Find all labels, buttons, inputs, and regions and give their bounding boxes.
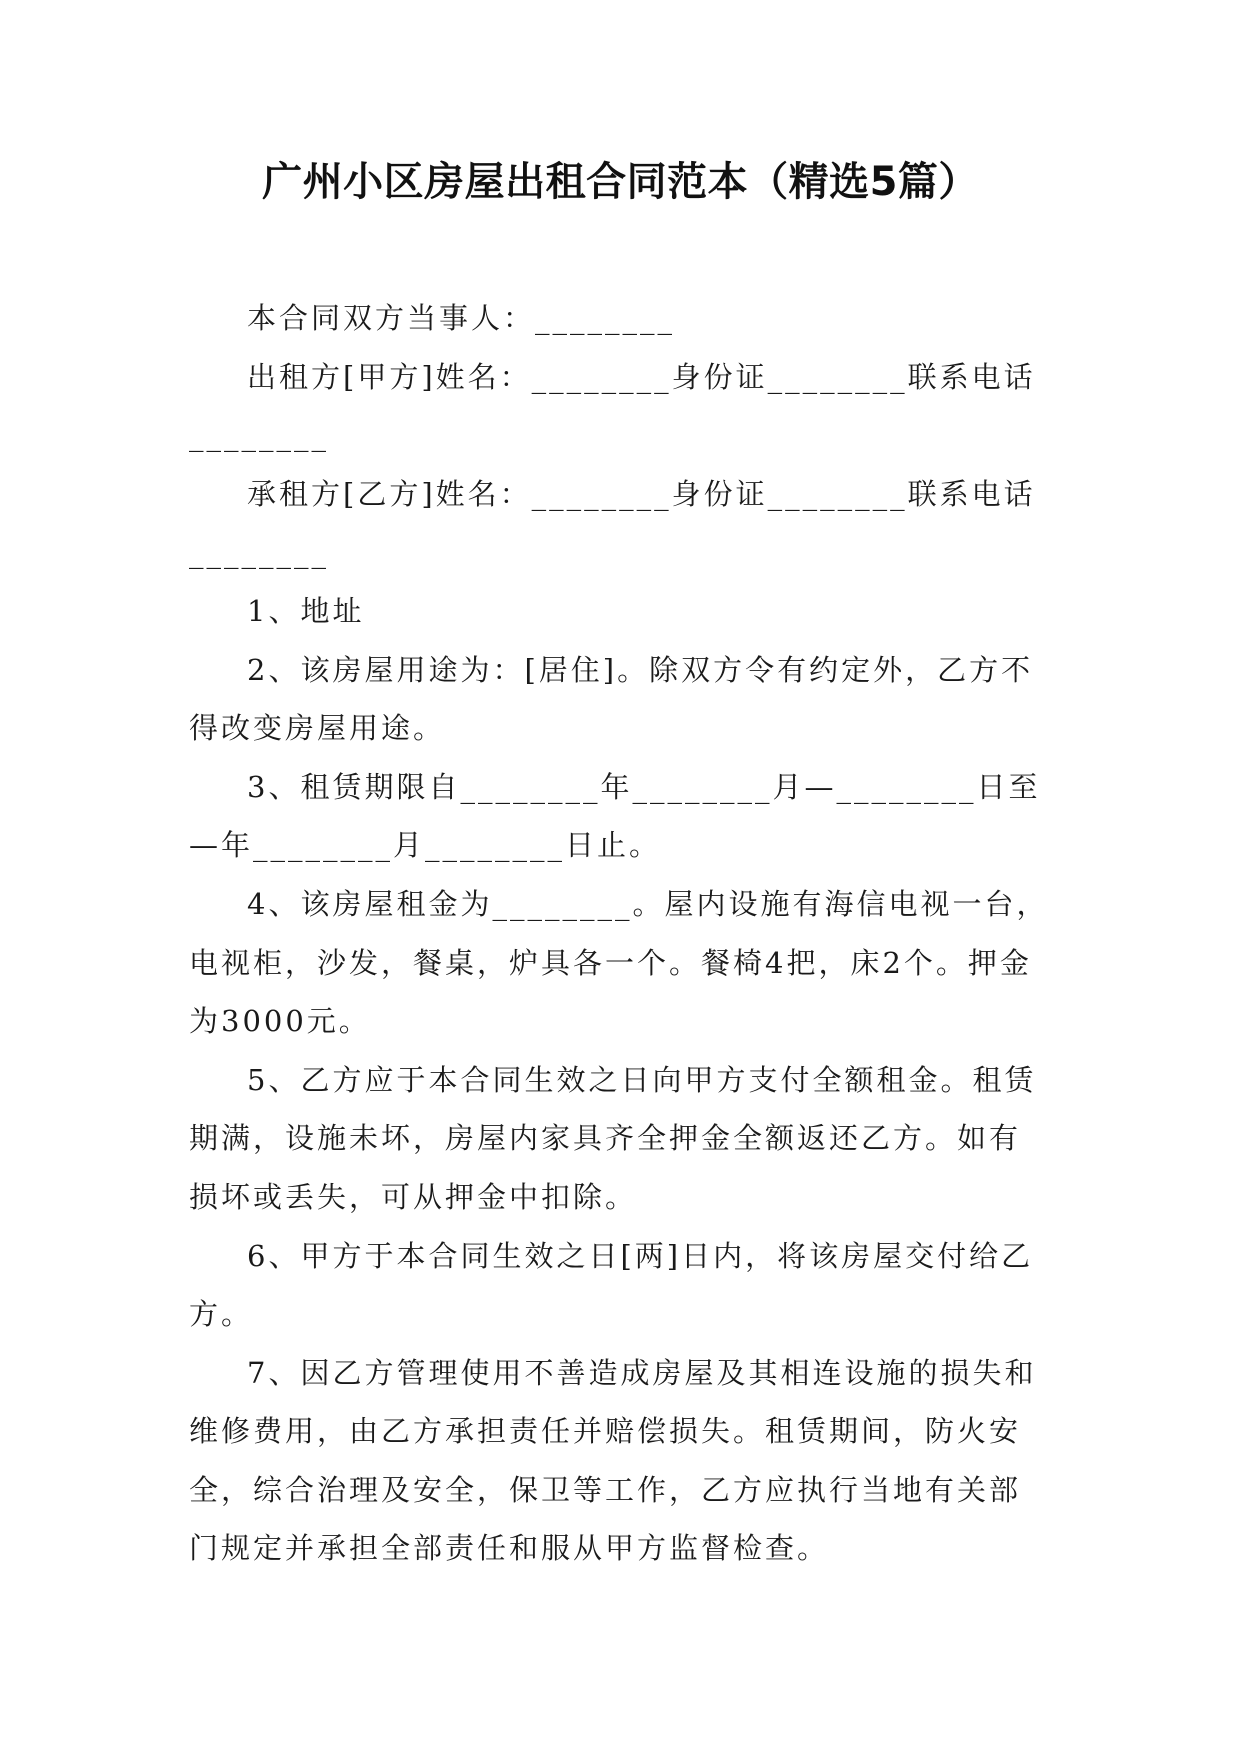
clause-payment: 5、乙方应于本合同生效之日向甲方支付全额租金。租赁期满，设施未坏，房屋内家具齐全押金全额返还乙方。如有损坏或丢失，可从押金中扣除。 [189,1062,1037,1214]
document-title: 广州小区房屋出租合同范本（精选5篇） [262,159,979,205]
document-body [189,289,1051,1578]
clause-term: 3、租赁期限自________年________月—________日至—年________月________日止。 [189,769,1041,863]
clause-delivery: 6、甲方于本合同生效之日[两]日内，将该房屋交付给乙方。 [189,1238,1034,1332]
lessor-paragraph: 出租方[甲方]姓名：________身份证________联系电话________ [189,359,1036,453]
clause-address: 1、地址 [247,593,365,628]
parties-paragraph: 本合同双方当事人：________ [247,301,676,335]
clause-rent: 4、该房屋租金为________。屋内设施有海信电视一台，电视柜，沙发，餐桌，炉具各一个。餐椅4把，床2个。押金为3000元。 [189,886,1049,1039]
clause-usage: 2、该房屋用途为：[居住]。除双方令有约定外，乙方不得改变房屋用途。 [189,652,1034,746]
clause-liability: 7、因乙方管理使用不善造成房屋及其相连设施的损失和维修费用，由乙方承担责任并赔偿损失。租赁期间，防火安全，综合治理及安全，保卫等工作，乙方应执行当地有关部门规定并承担全部责任和服从甲方监督检查。 [189,1355,1037,1566]
lessee-paragraph: 承租方[乙方]姓名：________身份证________联系电话________ [189,476,1036,570]
